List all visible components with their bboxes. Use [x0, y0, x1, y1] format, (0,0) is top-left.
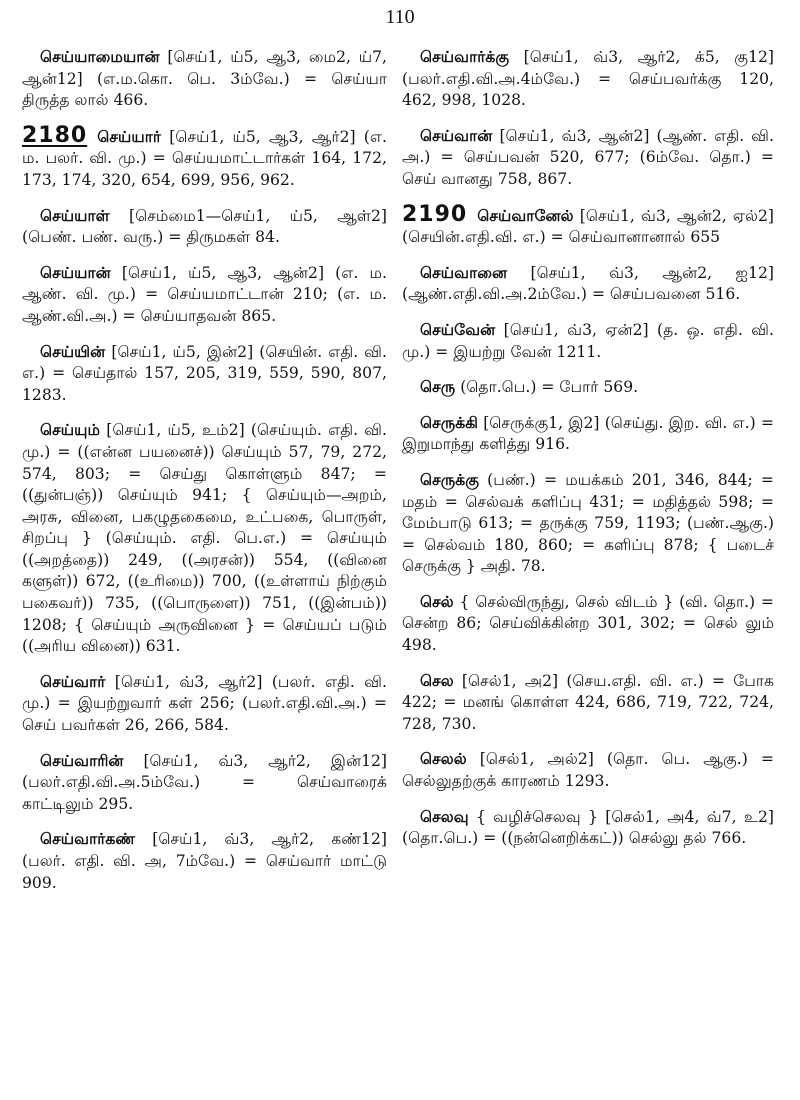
- dictionary-entry: [402, 670, 774, 736]
- entry-definition: [செல்1, அல்2] (தொ. பெ. ஆகு.) = செல்லுதற்குக் காரணம் 1293.: [402, 750, 774, 791]
- dictionary-entry: [402, 591, 774, 657]
- entry-headword: செய்வார்கண்: [40, 829, 136, 849]
- dictionary-entry: [22, 828, 387, 894]
- dictionary-entry: [22, 671, 387, 737]
- dictionary-entry: [402, 201, 774, 249]
- entry-headword: செய்வேன்: [420, 319, 496, 339]
- dictionary-entry: [402, 376, 774, 399]
- dictionary-entry: [402, 469, 774, 578]
- entry-definition: [செய்1, ய்5, உம்2] (செய்யும். எதி. வி. மு.) = ((என்ன பயனைச்)) செய்யும் 57, 79, 272, 574, 803; = செய்து கொள்ளும் 847; = ((துன்பஞ்)) செய்யும் 941; { செய்யும்—அறம், அரசு, வினை, பகழுதகைமை, உட்பகை, பொருள், சிறப்பு } (செய்யும். எதி. பெ.எ.) = செய்யும் ((அறத்தை)) 249, ((அரசன்)) 554, ((வினை களுள்)) 672, ((உரிமை)) 700, ((உள்ளாய் நிற்கும் பகைவர்)) 735, ((பொருளை)) 751, ((இன்பம்)) 1208; { செய்யும் அருவினை } = செய்யப் படும் ((அரிய வினை)) 631.: [22, 421, 387, 656]
- entry-definition: (பண்.) = மயக்கம் 201, 346, 844; = மதம் = செல்வக் களிப்பு 431; = மதித்தல் 598; = மேம்பாடு 613; = தருக்கு 759, 1193; (பண்.ஆகு.) = செல்வம் 180, 860; = களிப்பு 878; { படைச் செருக்கு } அதி. 78.: [402, 470, 774, 576]
- entry-headword: செய்யும்: [40, 420, 101, 440]
- entry-definition: [செய்1, ய்5, ஆ3, ஆன்2] (எ. ம. ஆண். வி. மு.) = செய்யமாட்டான் 210; (எ. ம. ஆண்.வி.அ.) = செய்யாதவன் 865.: [22, 263, 387, 325]
- entry-definition: [செய்1, வ்3, ஆர்2, க்5, கு12] (பலர்.எதி.வி.அ.4ம்வே.) = செய்பவர்க்கு 120, 462, 998, 1028.: [402, 48, 774, 110]
- entry-headword: செருக்கி: [420, 412, 478, 432]
- entry-headword: செய்வார்க்கு: [420, 47, 510, 66]
- entry-headword: செய்வான்: [420, 125, 493, 145]
- entry-definition: [செய்1, ய்5, ஆ3, மை2, ய்7, ஆன்12] (எ.ம.கொ. பெ. 3ம்வே.) = செய்யா திருத்த லால் 466.: [22, 48, 387, 110]
- entry-definition: { வழிச்செலவு } [செல்1, அ4, வ்7, உ2] (தொ.பெ.) = ((நன்னெறிக்கட்)) செல்லு தல் 766.: [402, 807, 774, 848]
- entry-number: 2180: [22, 122, 88, 148]
- entry-headword: செருக்கு: [420, 469, 479, 489]
- entry-definition: { செல்விருந்து, செல் விடம் } (வி. தொ.) = சென்ற 86; செய்விக்கின்ற 301, 302; = செல் லும் 498.: [402, 592, 774, 655]
- entry-headword: செலவு: [420, 806, 469, 826]
- entry-definition: (தொ.பெ.) = போர் 569.: [455, 378, 639, 397]
- entry-definition: [செம்மை1—செய்1, ய்5, ஆள்2] (பெண். பண். வரு.) = திருமகள் 84.: [22, 206, 387, 247]
- dictionary-entry: [22, 205, 387, 249]
- dictionary-entry: [22, 262, 387, 328]
- entry-definition: [செய்1, ய்5, இன்2] (செயின். எதி. வி. எ.) = செய்தால் 157, 205, 319, 559, 590, 807, 1283.: [22, 342, 387, 404]
- right-column: [402, 46, 774, 863]
- entry-definition: [செய்1, வ்3, ஆன்2] (ஆண். எதி. வி. அ.) = செய்பவன் 520, 677; (6ம்வே. தொ.) = செய் வானது 758, 867.: [402, 126, 774, 188]
- dictionary-entry: [402, 46, 774, 112]
- entry-definition: [செய்1, வ்3, ஆர்2, கண்12] (பலர். எதி. வி. அ, 7ம்வே.) = செய்வார் மாட்டு 909.: [22, 830, 387, 892]
- entry-headword: செய்வாரின்: [40, 750, 124, 770]
- entry-headword: செய்யார்: [97, 126, 162, 146]
- entry-definition: [செய்1, வ்3, ஆர்2] (பலர். எதி. வி. மு.) = இயற்றுவார் கள் 256; (பலர்.எதி.வி.அ.) = செய் பவர்கள் 26, 266, 584.: [22, 672, 387, 735]
- entry-definition: [செல்1, அ2] (செய.எதி. வி. எ.) = போக 422; = மனங் கொள்ள 424, 686, 719, 722, 724, 728, 730.: [402, 671, 774, 733]
- entry-definition: [செய்1, வ்3, ஆன்2, ஐ12] (ஆண்.எதி.வி.அ.2ம்வே.) = செய்பவனை 516.: [402, 263, 774, 304]
- dictionary-entry: [402, 412, 774, 456]
- dictionary-entry: [22, 341, 387, 407]
- left-column: [22, 46, 387, 907]
- entry-definition: [செய்1, வ்3, ஆர்2, இன்12] (பலர்.எதி.வி.அ.5ம்வே.) = செய்வாரைக் காட்டிலும் 295.: [22, 751, 387, 813]
- entry-headword: செய்யாமையான்: [40, 47, 160, 66]
- dictionary-entry: [402, 319, 774, 363]
- entry-headword: செல: [420, 670, 454, 690]
- entry-definition: [செய்1, ய்5, ஆ3, ஆர்2] (எ. ம. பலர். வி. மு.) = செய்யமாட்டார்கள் 164, 172, 173, 174, 320, 654, 699, 956, 962.: [22, 127, 387, 189]
- entry-headword: செய்வானை: [420, 262, 508, 282]
- entry-definition: [செருக்கு1, இ2] (செய்து. இற. வி. எ.) = இறுமாந்து களித்து 916.: [402, 413, 774, 454]
- dictionary-entry: [402, 262, 774, 306]
- entry-headword: செய்யின்: [40, 341, 106, 361]
- entry-definition: [செய்1, வ்3, ஏன்2] (த. ஒ. எதி. வி. மு.) = இயற்று வேன் 1211.: [402, 320, 774, 361]
- dictionary-entry: [22, 122, 387, 192]
- dictionary-entry: [402, 125, 774, 191]
- entry-definition: [செய்1, வ்3, ஆன்2, ஏல்2] (செயின்.எதி.வி. எ.) = செய்வானானால் 655: [402, 206, 774, 247]
- dictionary-entry: [22, 419, 387, 658]
- entry-headword: செய்வானேல்: [477, 205, 574, 225]
- entry-headword: செய்யாள்: [40, 205, 110, 225]
- dictionary-entry: [402, 806, 774, 850]
- entry-headword: செய்வார்: [40, 671, 106, 691]
- entry-number: 2190: [402, 201, 468, 227]
- entry-headword: செலல்: [420, 749, 467, 769]
- dictionary-entry: [402, 748, 774, 792]
- entry-headword: செய்யான்: [40, 262, 111, 282]
- dictionary-entry: [22, 750, 387, 816]
- dictionary-entry: [22, 46, 387, 112]
- page-number: 110: [385, 6, 415, 28]
- entry-headword: செல்: [420, 591, 454, 611]
- entry-headword: செரு: [420, 377, 456, 397]
